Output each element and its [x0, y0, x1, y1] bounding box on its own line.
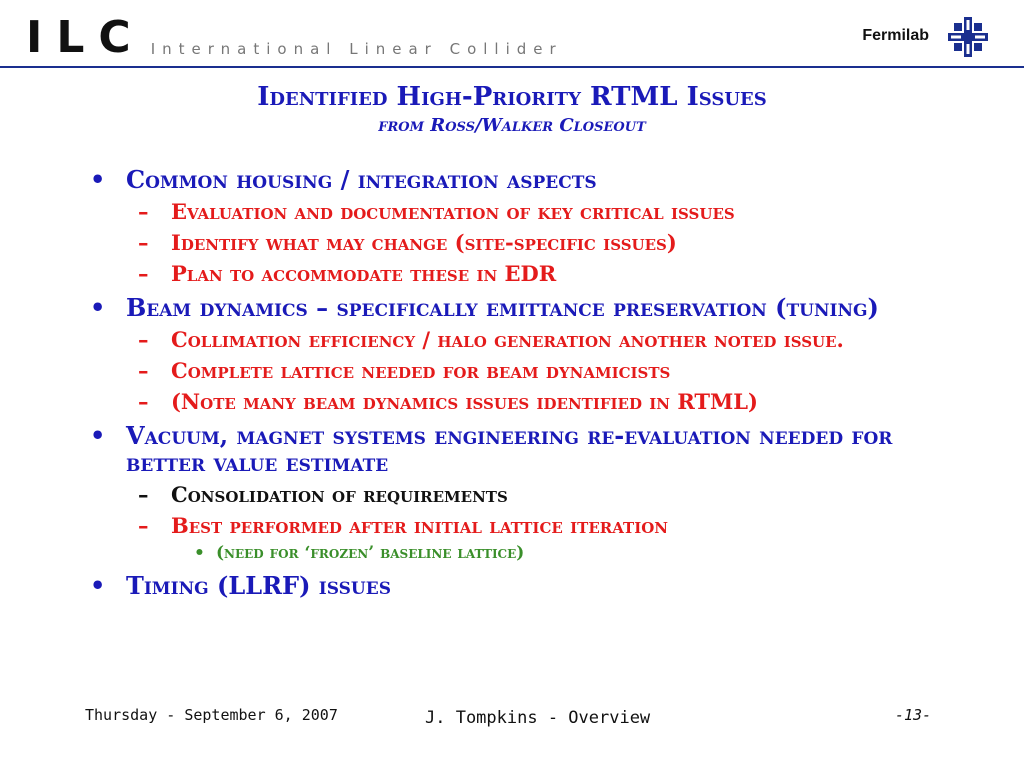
sub-bullet-text: Evaluation and documentation of key critical issues	[171, 199, 735, 224]
footer-author: J. Tompkins - Overview	[425, 708, 651, 728]
bullet-text: Timing (LLRF) issues	[126, 571, 391, 600]
dash-marker: –	[138, 261, 149, 286]
bullet-list	[90, 158, 940, 599]
bullet-item	[90, 572, 940, 599]
sub-bullet-text: Collimation efficiency / halo generation another noted issue.	[171, 327, 844, 352]
bullet-marker: •	[90, 293, 106, 322]
bullet-item	[90, 166, 940, 193]
sub-bullet-text: (Note many beam dynamics issues identified in RTML)	[171, 389, 758, 414]
bullet-marker: •	[90, 421, 106, 450]
sub-bullet-text: Consolidation of requirements	[171, 482, 508, 507]
bullet-text: Vacuum, magnet systems engineering re-evaluation needed for better value estimate	[126, 421, 893, 477]
bullet-marker: •	[90, 165, 106, 194]
footer-date: Thursday - September 6, 2007	[85, 706, 338, 724]
ilc-logo	[26, 12, 563, 63]
sub-bullet-text: Complete lattice needed for beam dynamicists	[171, 358, 671, 383]
footer-page-number: -13-	[895, 706, 932, 724]
slide-title: Identified High-Priority RTML Issues	[257, 82, 767, 112]
ilc-logo-letters: ILC	[26, 12, 145, 63]
ilc-logo-subtitle: International Linear Collider	[150, 40, 563, 58]
sub-bullet-item	[90, 328, 940, 352]
dash-marker: –	[138, 513, 149, 538]
bullet-text: Common housing / integration aspects	[126, 165, 597, 194]
bullet-item	[90, 294, 940, 321]
sub-bullet-text: Identify what may change (site-specific issues)	[171, 230, 677, 255]
dash-marker: –	[138, 327, 149, 352]
sub-bullet-marker: •	[194, 543, 205, 563]
sub-bullet-text: Best performed after initial lattice iteration	[171, 513, 668, 538]
sub-bullet-item	[90, 514, 940, 538]
sub-bullet-item	[90, 200, 940, 224]
slide-header	[0, 0, 1024, 70]
sub-bullet-item	[90, 231, 940, 255]
sub-bullet-item	[90, 483, 940, 507]
fermilab-label: Fermilab	[862, 27, 929, 44]
dash-marker: –	[138, 389, 149, 414]
sub-bullet-item	[90, 262, 940, 286]
bullet-text: Beam dynamics – specifically emittance preservation (tuning)	[126, 293, 879, 322]
dash-marker: –	[138, 230, 149, 255]
header-divider	[0, 66, 1024, 68]
sub-bullet-item	[90, 390, 940, 414]
dash-marker: –	[138, 358, 149, 383]
sub-sub-bullet-text: (need for ‘frozen’ baseline lattice)	[216, 543, 525, 563]
slide-subtitle: from Ross/Walker Closeout	[378, 115, 646, 136]
dash-marker: –	[138, 199, 149, 224]
sub-bullet-item	[90, 359, 940, 383]
bullet-marker: •	[90, 571, 106, 600]
sub-sub-bullet-item	[90, 542, 940, 564]
sub-bullet-text: Plan to accommodate these in EDR	[171, 261, 557, 286]
dash-marker: –	[138, 482, 149, 507]
bullet-item	[90, 422, 940, 476]
fermilab-logo-icon	[946, 15, 990, 59]
